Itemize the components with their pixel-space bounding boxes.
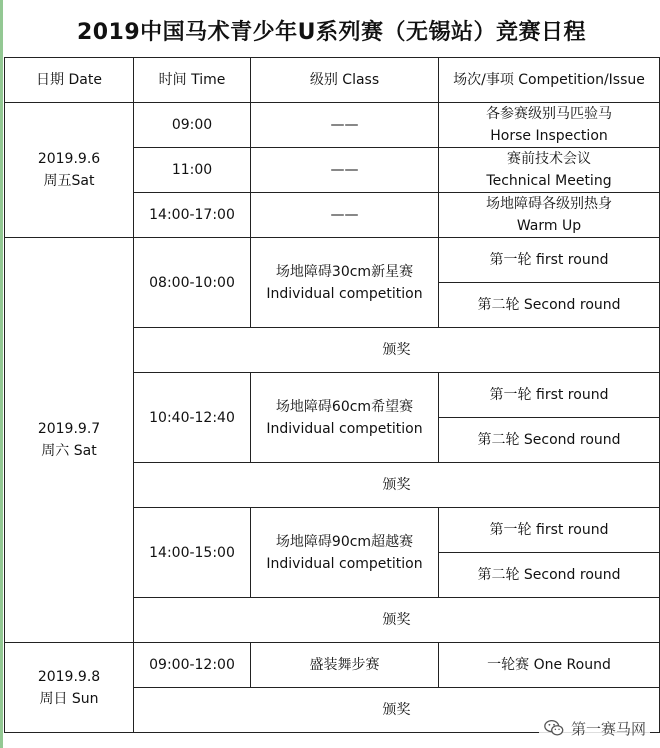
time-cell: 14:00-15:00	[134, 508, 251, 598]
date-cell-day2	[5, 238, 134, 643]
watermark-text: 第一赛马网	[570, 719, 646, 738]
date-cell-day3	[5, 643, 134, 733]
class-cell: ——	[251, 193, 439, 238]
time-cell: 11:00	[134, 148, 251, 193]
page-title: 2019中国马术青少年U系列赛（无锡站）竞赛日程	[76, 19, 587, 45]
round-cell: 第一轮 first round	[439, 508, 660, 553]
issue-cn: 各参赛级别马匹验马	[486, 106, 612, 122]
issue-cn: 赛前技术会议	[507, 151, 591, 167]
issue-cell	[439, 193, 660, 238]
table-row	[5, 238, 660, 283]
class-cell	[251, 238, 439, 328]
round-cell: 第一轮 first round	[439, 373, 660, 418]
award-cell: 颁奖	[134, 463, 660, 508]
weekday-text: 周日 Sun	[39, 690, 99, 707]
header-row	[5, 58, 660, 103]
class-cell: ——	[251, 148, 439, 193]
round-cell: 第二轮 Second round	[439, 418, 660, 463]
watermark	[539, 716, 650, 740]
issue-cn: 场地障碍各级别热身	[486, 196, 612, 212]
class-cn: 场地障碍30cm新星赛	[275, 263, 414, 280]
weekday-text: 周六 Sat	[41, 443, 97, 459]
round-cell: 第一轮 first round	[439, 238, 660, 283]
round-cell: 第二轮 Second round	[439, 283, 660, 328]
header-date: 日期 Date	[5, 58, 134, 103]
time-cell: 14:00-17:00	[134, 193, 251, 238]
class-cell	[251, 373, 439, 463]
class-cn: 场地障碍90cm超越赛	[275, 533, 414, 550]
date-text: 2019.9.6	[37, 151, 101, 167]
class-en: Individual competition	[266, 285, 423, 302]
weekday-text: 周五Sat	[43, 173, 95, 189]
schedule-table	[4, 57, 660, 733]
award-cell: 颁奖	[134, 598, 660, 643]
class-cell: ——	[251, 103, 439, 148]
time-cell: 10:40-12:40	[134, 373, 251, 463]
issue-en: Technical Meeting	[486, 173, 612, 189]
issue-cell	[439, 148, 660, 193]
table-row	[5, 103, 660, 148]
class-cn: 场地障碍60cm希望赛	[275, 398, 414, 415]
time-cell: 09:00	[134, 103, 251, 148]
sheet-gridline	[0, 0, 3, 748]
header-time: 时间 Time	[134, 58, 251, 103]
award-cell: 颁奖	[134, 328, 660, 373]
class-cell: 盛装舞步赛	[251, 643, 439, 688]
time-cell: 08:00-10:00	[134, 238, 251, 328]
date-cell-day1	[5, 103, 134, 238]
class-cell	[251, 508, 439, 598]
issue-en: Warm Up	[516, 218, 582, 234]
header-issue: 场次/事项 Competition/Issue	[439, 58, 660, 103]
class-en: Individual competition	[266, 420, 423, 437]
round-cell: 第二轮 Second round	[439, 553, 660, 598]
round-cell: 一轮赛 One Round	[439, 643, 660, 688]
date-text: 2019.9.7	[37, 421, 101, 437]
class-en: Individual competition	[266, 555, 423, 572]
time-cell: 09:00-12:00	[134, 643, 251, 688]
award-cell: 颁奖	[134, 688, 660, 733]
issue-en: Horse Inspection	[490, 128, 608, 144]
table-row	[5, 643, 660, 688]
issue-cell	[439, 103, 660, 148]
date-text: 2019.9.8	[37, 668, 101, 685]
wechat-icon	[543, 717, 565, 739]
header-class: 级别 Class	[251, 58, 439, 103]
